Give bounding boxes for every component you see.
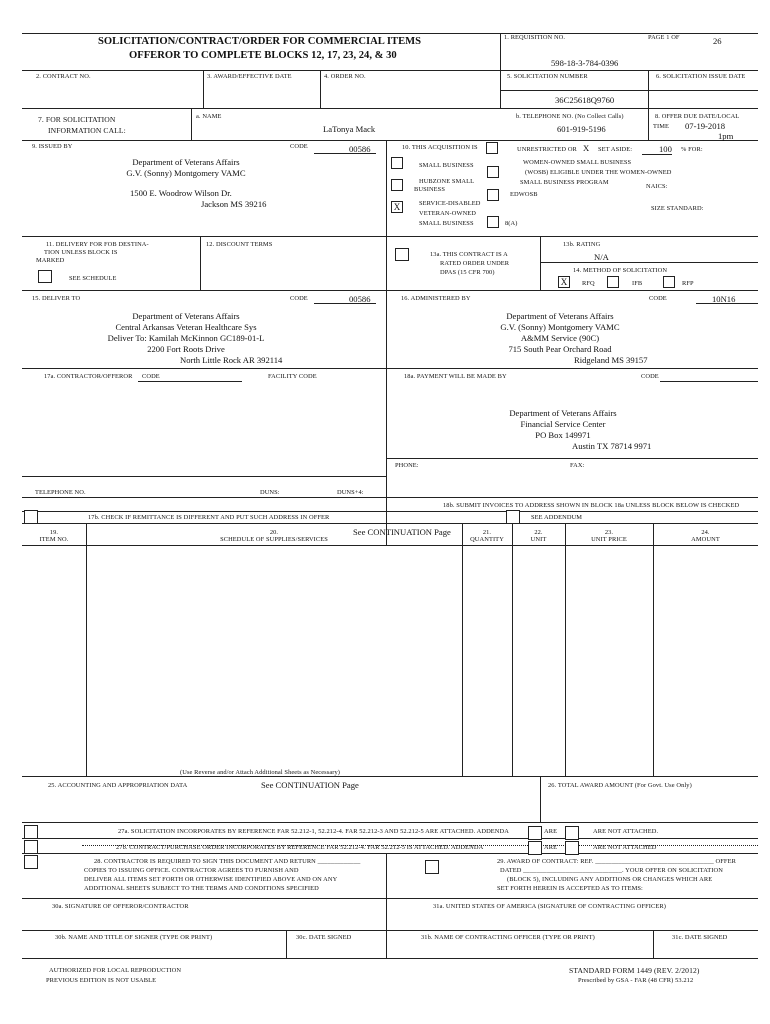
administered-by-code-label: CODE (649, 295, 667, 302)
deliver-to-line-1: Department of Veterans Affairs (132, 311, 240, 321)
clause-27a-are: ARE (544, 828, 558, 835)
administered-by-label: 16. ADMINISTERED BY (401, 295, 471, 302)
block-29-line-4: SET FORTH HEREIN IS ACCEPTED AS TO ITEMS: (497, 885, 643, 892)
col-unit-price-num: 23. (604, 529, 614, 536)
see-schedule-label: SEE SCHEDULE (69, 275, 117, 282)
edwosb-label: EDWOSB (510, 191, 538, 198)
eight-a-checkbox[interactable] (487, 216, 499, 228)
rfq-checkbox[interactable]: X (558, 276, 570, 288)
deliver-to-line-2: Central Arkansas Veteran Healthcare Sys (115, 322, 257, 332)
issue-date-label: 6. SOLICITATION ISSUE DATE (656, 73, 746, 80)
rating-label: 13b. RATING (563, 241, 601, 248)
rating-value[interactable]: N/A (594, 252, 609, 262)
duns-label: DUNS: (260, 489, 280, 496)
duns4-label: DUNS+4: (337, 489, 364, 496)
deliver-to-code[interactable]: 00586 (349, 294, 371, 304)
col-unit-price: UNIT PRICE (591, 536, 627, 543)
contact-phone[interactable]: 601-919-5196 (557, 124, 606, 134)
col-item-no: ITEM NO. (39, 536, 69, 543)
footer-authorized: AUTHORIZED FOR LOCAL REPRODUCTION (49, 967, 182, 974)
facility-code-label: FACILITY CODE (268, 373, 317, 380)
administered-by-line-3: A&MM Service (90C) (520, 333, 600, 343)
solicitation-number-value[interactable]: 36C25618Q9760 (555, 95, 615, 105)
payment-phone-label: PHONE: (395, 462, 419, 469)
form-subtitle: OFFEROR TO COMPLETE BLOCKS 12, 17, 23, 24, & 30 (129, 50, 397, 61)
issued-by-label: 9. ISSUED BY (32, 143, 73, 150)
col-unit-num: 22. (534, 529, 543, 536)
clause-27a-are-not-checkbox[interactable] (565, 826, 579, 840)
signer-name-label: 30b. NAME AND TITLE OF SIGNER (TYPE OR PRINT) (55, 934, 213, 941)
ifb-checkbox[interactable] (607, 276, 619, 288)
sdvosb-label-1: SERVICE-DISABLED (419, 200, 481, 207)
hubzone-label-2: BUSINESS (414, 186, 445, 193)
administered-by-line-4: 715 South Pear Orchard Road (508, 344, 612, 354)
signature-offeror-label: 30a. SIGNATURE OF OFFEROR/CONTRACTOR (52, 903, 189, 910)
clause-27b-are-checkbox[interactable] (528, 841, 542, 855)
info-call-label-2: INFORMATION CALL: (48, 126, 126, 135)
sdvosb-label-2: VETERAN-OWNED (419, 210, 477, 217)
clause-27a-checkbox[interactable] (24, 825, 38, 839)
sdvosb-label-3: SMALL BUSINESS (419, 220, 474, 227)
signature-officer-label: 31a. UNITED STATES OF AMERICA (SIGNATURE OF CONTRACTING OFFICER) (433, 903, 666, 910)
deliver-to-line-5: North Little Rock AR 392114 (180, 355, 283, 365)
unrestricted-mark[interactable]: X (583, 143, 590, 153)
col-unit: UNIT (530, 536, 547, 543)
rated-label-3: DPAS (15 CFR 700) (440, 269, 495, 276)
reverse-note: (Use Reverse and/or Attach Additional Sheets as Necessary) (180, 769, 341, 776)
clause-27a-label: 27a. SOLICITATION INCORPORATES BY REFERENCE FAR 52.212-1, 52.212-4. FAR 52.212-3 AND 52.212-5 ARE ATTACHED. ADDENDA (118, 828, 509, 835)
naics-label: NAICS: (646, 183, 668, 190)
contractor-label: 17a. CONTRACTOR/OFFEROR (44, 373, 133, 380)
order-no-label: 4. ORDER NO. (324, 73, 366, 80)
issued-by-code-label: CODE (290, 143, 308, 150)
hubzone-label-1: HUBZONE SMALL (419, 178, 475, 185)
delivery-label-1: 11. DELIVERY FOR FOB DESTINA- (46, 241, 149, 248)
issued-by-line-2: G.V. (Sonny) Montgomery VAMC (126, 168, 246, 178)
clause-27b-are: ARE (544, 844, 558, 851)
phone-label: b. TELEPHONE NO. (No Collect Calls) (516, 113, 624, 120)
accounting-label: 25. ACCOUNTING AND APPROPRIATION DATA (48, 782, 188, 789)
clause-27a-are-not: ARE NOT ATTACHED. (593, 828, 659, 835)
award-date-label: 3. AWARD/EFFECTIVE DATE (207, 73, 292, 80)
form-title: SOLICITATION/CONTRACT/ORDER FOR COMMERCIAL ITEMS (98, 36, 422, 47)
administered-by-line-5: Ridgeland MS 39157 (574, 355, 648, 365)
rated-order-checkbox[interactable] (395, 248, 409, 261)
administered-by-code[interactable]: 10N16 (712, 294, 736, 304)
clause-27b-are-not: ARE NOT ATTACHED (593, 844, 657, 851)
block-29-line-2: DATED ______________________________. YOUR OFFER ON SOLICITATION (500, 867, 723, 874)
rfp-checkbox[interactable] (663, 276, 675, 288)
time-label: TIME (653, 123, 670, 130)
name-label: a. NAME (196, 113, 222, 120)
submit-invoices-label: 18b. SUBMIT INVOICES TO ADDRESS SHOWN IN BLOCK 18a UNLESS BLOCK BELOW IS CHECKED (443, 502, 740, 509)
contact-name[interactable]: LaTonya Mack (323, 124, 376, 134)
footer-form-number: STANDARD FORM 1449 (REV. 2/2012) (569, 966, 700, 975)
officer-date-label: 31c. DATE SIGNED (672, 934, 728, 941)
payment-label: 18a. PAYMENT WILL BE MADE BY (404, 373, 507, 380)
col-amount: AMOUNT (691, 536, 720, 543)
payment-line-4: Austin TX 78714 9971 (572, 441, 652, 451)
payment-fax-label: FAX: (570, 462, 585, 469)
small-business-checkbox[interactable] (391, 157, 403, 169)
page-total: 26 (713, 36, 722, 46)
offer-due-label: 8. OFFER DUE DATE/LOCAL (655, 113, 740, 120)
col-schedule: SCHEDULE OF SUPPLIES/SERVICES (220, 536, 328, 543)
contract-no-label: 2. CONTRACT NO. (36, 73, 91, 80)
rfq-label: RFQ (582, 280, 595, 287)
wosb-label-2: (WOSB) ELIGIBLE UNDER THE WOMEN-OWNED (525, 169, 672, 176)
acquisition-label: 10. THIS ACQUISITION IS (402, 144, 478, 151)
page-label: PAGE 1 OF (648, 34, 680, 41)
footer-previous-edition: PREVIOUS EDITION IS NOT USABLE (46, 977, 157, 984)
see-schedule-checkbox[interactable] (38, 270, 52, 283)
set-aside-percent[interactable]: 100 (659, 144, 672, 154)
col-item-no-num: 19. (49, 529, 59, 536)
set-aside-label: SET ASIDE: (598, 146, 633, 153)
deliver-to-code-label: CODE (290, 295, 308, 302)
telephone-label: TELEPHONE NO. (35, 489, 86, 496)
block-28-line-2: COPIES TO ISSUING OFFICE. CONTRACTOR AGREES TO FURNISH AND (84, 867, 299, 874)
delivery-label-3: MARKED (36, 257, 65, 264)
block-28-line-4: ADDITIONAL SHEETS SUBJECT TO THE TERMS AND CONDITIONS SPECIFIED (84, 885, 319, 892)
requisition-value[interactable]: 598-18-3-784-0396 (551, 58, 619, 68)
administered-by-line-1: Department of Veterans Affairs (506, 311, 614, 321)
see-continuation-schedule: See CONTINUATION Page (353, 527, 451, 537)
delivery-label-2: TION UNLESS BLOCK IS (44, 249, 118, 256)
hubzone-checkbox[interactable] (391, 179, 403, 191)
issued-by-code[interactable]: 00586 (349, 144, 371, 154)
see-addendum-label: SEE ADDENDUM (531, 514, 583, 521)
col-quantity-num: 21. (482, 529, 492, 536)
ifb-label: IFB (632, 280, 643, 287)
method-label: 14. METHOD OF SOLICITATION (573, 267, 668, 274)
small-business-label: SMALL BUSINESS (419, 162, 474, 169)
deliver-to-line-4: 2200 Fort Roots Drive (147, 344, 225, 354)
sdvosb-checkbox[interactable]: X (391, 201, 403, 213)
edwosb-checkbox[interactable] (487, 189, 499, 201)
clause-27b-label: 27b. CONTRACT/PURCHASE ORDER INCORPORATES BY REFERENCE FAR 52.212-4. FAR 52.212-5 IS ATTACHED. ADDENDA (116, 844, 484, 851)
block-29-checkbox[interactable] (425, 860, 439, 874)
wosb-checkbox[interactable] (487, 166, 499, 178)
total-award-label: 26. TOTAL AWARD AMOUNT (For Govt. Use Only) (548, 782, 692, 789)
discount-terms-label: 12. DISCOUNT TERMS (206, 241, 273, 248)
size-standard-label: SIZE STANDARD: (651, 205, 704, 212)
wosb-label-1: WOMEN-OWNED SMALL BUSINESS (523, 159, 632, 166)
payment-line-3: PO Box 149971 (535, 430, 591, 440)
col-amount-num: 24. (701, 529, 710, 536)
contractor-code-label: CODE (142, 373, 160, 380)
clause-27b-are-not-checkbox[interactable] (565, 841, 579, 855)
solicitation-number-label: 5. SOLICITATION NUMBER (507, 73, 588, 80)
clause-27b-checkbox[interactable] (24, 840, 38, 854)
signer-date-label: 30c. DATE SIGNED (296, 934, 352, 941)
col-schedule-num: 20. (269, 529, 279, 536)
officer-name-label: 31b. NAME OF CONTRACTING OFFICER (TYPE OR PRINT) (421, 934, 595, 941)
info-call-label-1: 7. FOR SOLICITATION (38, 115, 116, 124)
deliver-to-label: 15. DELIVER TO (32, 295, 81, 302)
block-29-line-1: 29. AWARD OF CONTRACT: REF. ____________________________________ OFFER (497, 858, 736, 865)
requisition-label: 1. REQUISITION NO. (504, 34, 566, 41)
deliver-to-line-3: Deliver To: Kamilah McKinnon GC189-01-L (107, 333, 265, 343)
payment-code-label: CODE (641, 373, 659, 380)
administered-by-line-2: G.V. (Sonny) Montgomery VAMC (500, 322, 620, 332)
eight-a-label: 8(A) (505, 220, 518, 227)
block-28-line-1: 28. CONTRACTOR IS REQUIRED TO SIGN THIS DOCUMENT AND RETURN _____________ (94, 858, 361, 865)
issued-by-line-1: Department of Veterans Affairs (132, 157, 240, 167)
rfp-label: RFP (682, 280, 694, 287)
remittance-checkbox[interactable] (24, 510, 38, 524)
wosb-label-3: SMALL BUSINESS PROGRAM (520, 179, 609, 186)
payment-line-1: Department of Veterans Affairs (509, 408, 617, 418)
rated-label-1: 13a. THIS CONTRACT IS A (430, 251, 508, 258)
accounting-value: See CONTINUATION Page (261, 780, 359, 790)
clause-27a-are-checkbox[interactable] (528, 826, 542, 840)
remittance-label: 17b. CHECK IF REMITTANCE IS DIFFERENT AND PUT SUCH ADDRESS IN OFFER (88, 514, 330, 521)
issued-by-line-3: 1500 E. Woodrow Wilson Dr. (130, 188, 232, 198)
payment-line-2: Financial Service Center (520, 419, 606, 429)
block-28-checkbox[interactable] (24, 855, 38, 869)
acquisition-checkbox[interactable] (486, 142, 498, 154)
addendum-checkbox[interactable] (506, 510, 520, 524)
col-quantity: QUANTITY (470, 536, 504, 543)
percent-for-label: % FOR: (681, 146, 703, 153)
block-29-line-3: (BLOCK 5), INCLUDING ANY ADDITIONS OR CHANGES WHICH ARE (507, 876, 713, 883)
block-28-line-3: DELIVER ALL ITEMS SET FORTH OR OTHERWISE IDENTIFIED ABOVE AND ON ANY (84, 876, 338, 883)
offer-due-date[interactable]: 07-19-2018 (685, 121, 726, 131)
offer-due-time[interactable]: 1pm (718, 131, 734, 141)
rated-label-2: RATED ORDER UNDER (440, 260, 510, 267)
unrestricted-label: UNRESTRICTED OR (517, 146, 577, 153)
issued-by-line-4: Jackson MS 39216 (201, 199, 267, 209)
footer-prescribed: Prescribed by GSA - FAR (48 CFR) 53.212 (578, 977, 694, 984)
